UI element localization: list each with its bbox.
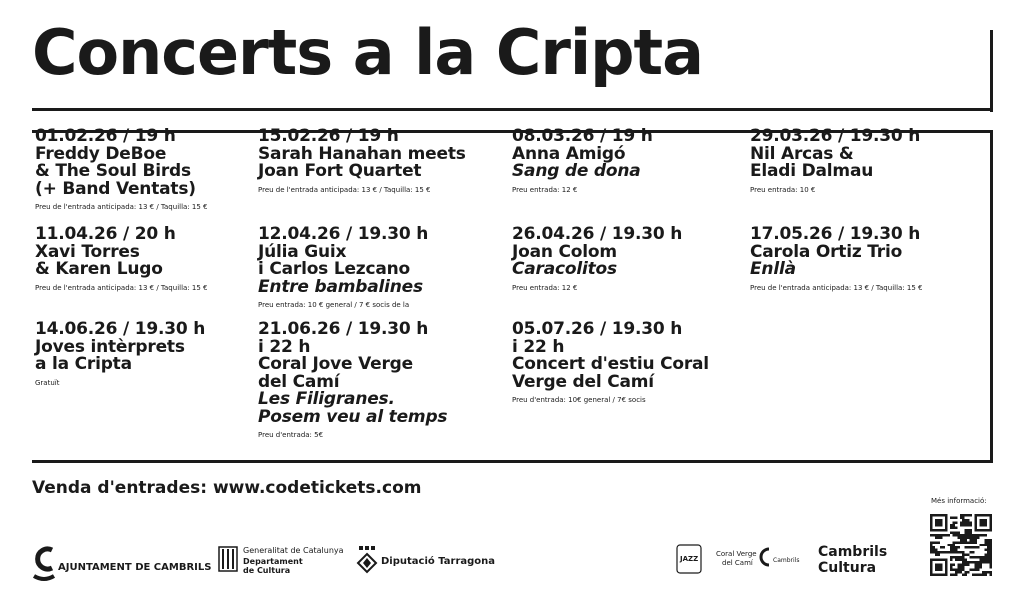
concert-date: 26.04.26 / 19.30 h [512,224,683,244]
concert-price: Preu de l'entrada anticipada: 13 € / Taquilla: 15 € [258,185,431,194]
frame-rule-bottom [32,460,993,463]
concert-work-title: Entre bambalines [258,276,423,297]
concert-entry [35,321,275,388]
concert-artist: Freddy DeBoe [35,143,167,164]
concert-artist: Joves intèrprets [35,336,185,357]
concert-price: Preu de l'entrada anticipada: 13 € / Taquilla: 15 € [35,203,208,211]
concert-price: Preu de l'entrada anticipada: 13 € / Taquilla: 15 € [35,283,208,292]
concert-artist: del Camí [258,371,340,392]
coral-label-1: Coral Verge [716,550,757,558]
concert-artist: Verge del Camí [512,371,654,392]
cambrils-cultura-label-2: Cultura [818,560,877,576]
concert-artist: a la Cripta [35,354,132,374]
concert-entry [512,226,752,293]
concert-entry [750,128,990,195]
concert-artist: Joan Colom [512,241,617,262]
concert-date: 08.03.26 / 19 h [512,126,653,146]
concert-price: Preu entrada: 10 € [750,185,816,194]
concert-date: 29.03.26 / 19.30 h [750,126,921,146]
concert-artist: Sarah Hanahan meets [258,143,466,164]
concert-date: 05.07.26 / 19.30 h [512,319,683,339]
concert-price: Preu entrada: 12 € [512,283,578,292]
tickets-line[interactable]: Venda d'entrades: www.codetickets.com [32,478,422,498]
frame-right-mid [990,130,993,463]
concert-work-title: Sang de dona [512,161,641,181]
jazz-label: JAZZ [680,555,699,563]
concert-artist: Coral Jove Verge [258,354,413,374]
concert-price: Preu entrada: 12 € [512,185,578,194]
ajuntament-logo-icon [32,546,56,584]
concert-artist: & Karen Lugo [35,259,163,279]
concert-artist: Júlia Guix [258,241,347,262]
concert-date: 01.02.26 / 19 h [35,126,176,146]
concert-artist: Xavi Torres [35,241,140,262]
concert-work-title: Enllà [750,259,796,279]
concert-price: Preu entrada: 10 € general / 7 € socis de la [258,301,410,309]
concert-date: 17.05.26 / 19.30 h [750,224,921,244]
concert-entry [512,321,752,405]
frame-rule-top [32,108,993,111]
concert-artist: Concert d'estiu Coral [512,354,709,374]
generalitat-label-2: Departament [243,557,303,566]
concert-artist: Carola Ortiz Trio [750,241,903,262]
concert-entry [258,226,498,310]
cambrils-cultura-label-1: Cambrils [818,544,888,560]
concert-entry [35,128,275,212]
concert-work-title: Les Filigranes. [258,389,395,409]
generalitat-logo-icon [218,546,238,572]
concert-entry [750,226,990,293]
concert-artist: Eladi Dalmau [750,161,874,181]
concert-artist: i 22 h [512,336,565,357]
concert-price: Gratuït [35,378,60,387]
concert-artist: i 22 h [258,336,311,357]
coral-logo-icon [754,546,772,568]
concert-date: 11.04.26 / 20 h [35,224,176,244]
coral-label-3: Cambrils [773,557,800,564]
concert-price: Preu d'entrada: 5€ [258,431,324,439]
concert-price: Preu d'entrada: 10€ general / 7€ socis [512,396,646,404]
concert-entry [258,128,498,195]
more-info-label: Més informació: [931,497,987,505]
frame-right-top [990,30,993,112]
concert-artist: i Carlos Lezcano [258,259,411,279]
concert-entry [35,226,275,293]
concert-entry [512,128,752,195]
concert-date: 14.06.26 / 19.30 h [35,319,206,339]
concert-price: Preu de l'entrada anticipada: 13 € / Taquilla: 15 € [750,283,923,292]
generalitat-label-1: Generalitat de Catalunya [243,546,344,555]
coral-label-2: del Camí [722,559,753,567]
concert-artist: (+ Band Ventats) [35,178,196,199]
ajuntament-label: AJUNTAMENT DE CAMBRILS [58,562,212,573]
concert-date: 21.06.26 / 19.30 h [258,319,429,339]
diputacio-label: Diputació Tarragona [381,556,496,567]
concert-artist: Anna Amigó [512,143,626,164]
concert-date: 12.04.26 / 19.30 h [258,224,429,244]
qr-code-icon[interactable] [930,514,992,576]
concert-work-title: Posem veu al temps [258,406,448,427]
page-title: Concerts a la Cripta [32,16,704,89]
concert-artist: Nil Arcas & [750,143,854,164]
concert-artist: & The Soul Birds [35,161,191,181]
concert-artist: Joan Fort Quartet [258,161,422,181]
concert-entry [258,321,498,440]
concert-date: 15.02.26 / 19 h [258,126,399,146]
concert-work-title: Caracolitos [512,259,617,279]
diputacio-logo-icon [356,546,378,574]
generalitat-label-3: de Cultura [243,566,291,575]
